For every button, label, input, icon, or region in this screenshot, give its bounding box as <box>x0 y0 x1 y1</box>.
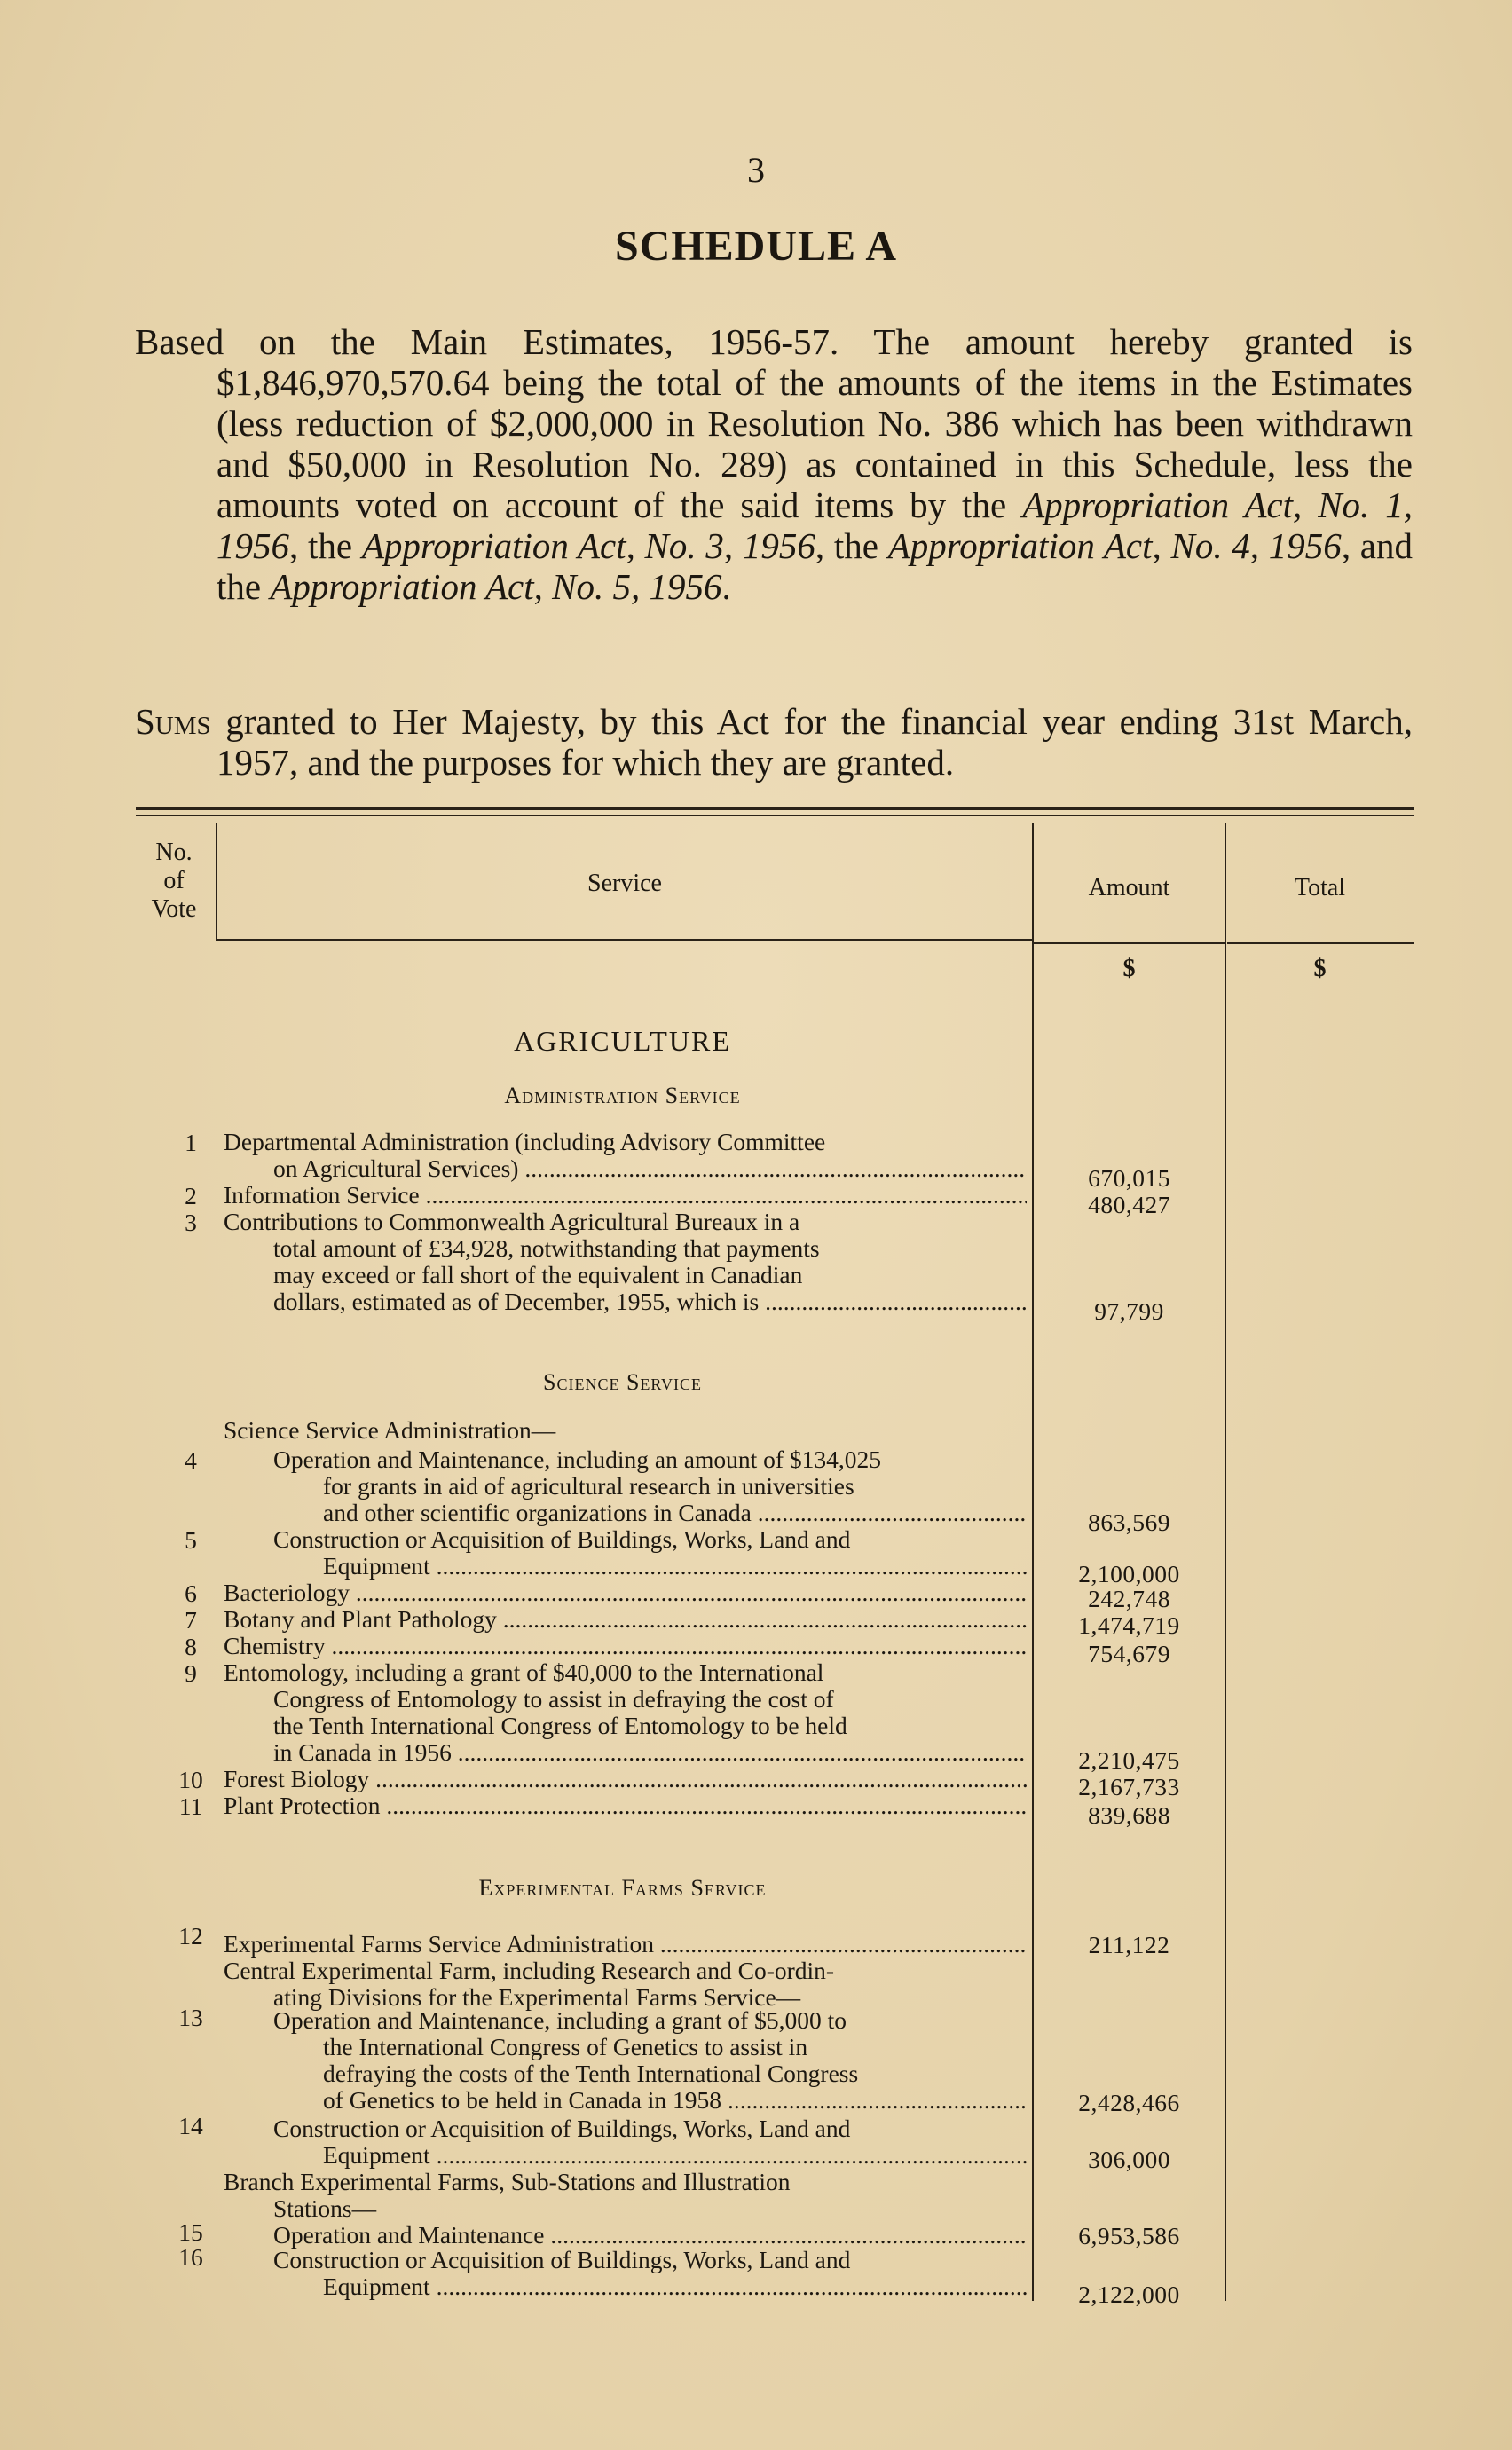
vote-number: 3 <box>185 1209 197 1236</box>
amount-value: 2,167,733 <box>1078 1773 1180 1800</box>
vote-number: 15 <box>178 2218 203 2246</box>
header-total: Total <box>1294 874 1346 902</box>
service-line: Operation and Maintenance, including a grant of $5,000 to <box>273 2007 847 2034</box>
intro-sep-2: , the <box>815 525 888 566</box>
service-item <box>224 1209 1027 1315</box>
service-line: Operation and Maintenance, including an amount of $134,025 <box>273 1446 882 1473</box>
intro-end: . <box>721 566 731 607</box>
table-top-rule <box>136 807 1414 810</box>
amount-column-divider <box>1225 823 1226 2301</box>
service-line: Equipment ..... <box>224 1553 1027 1580</box>
vote-number: 5 <box>185 1526 197 1554</box>
service-line: Experimental Farms Service Administration ..... <box>224 1931 1027 1958</box>
service-line: Construction or Acquisition of Buildings, Works, Land and <box>273 2115 851 2142</box>
service-line: Equipment ..... <box>224 2273 1027 2300</box>
service-subheading <box>224 1417 1027 1444</box>
total-unit: $ <box>1313 955 1327 982</box>
service-line: Bacteriology ..... <box>224 1580 1027 1606</box>
service-line: Operation and Maintenance ..... <box>224 2222 1027 2249</box>
service-item <box>224 2115 1027 2169</box>
sums-lead: Sums <box>135 701 211 742</box>
service-line: Equipment ..... <box>224 2142 1027 2169</box>
schedule-title: SCHEDULE A <box>614 223 898 270</box>
service-line: the Tenth International Congress of Entomology to be held <box>273 1713 847 1739</box>
service-item <box>224 1526 1027 1580</box>
act-ref-1: Appropriation Act, No. 1, 1956 <box>217 484 1413 566</box>
header-vote <box>133 839 215 924</box>
vote-number: 1 <box>185 1129 197 1156</box>
vote-number: 2 <box>185 1182 197 1209</box>
service-line: and other scientific organizations in Canada ..... <box>224 1500 1027 1526</box>
service-item <box>224 1766 1027 1792</box>
act-ref-5: Appropriation Act, No. 5, 1956 <box>270 566 722 607</box>
service-line: dollars, estimated as of December, 1955, which is ..... <box>224 1288 1027 1315</box>
intro-text: Based on the Main Estimates, 1956-57. The amount hereby granted is $1,846,970,570.64 being the total of the amounts of the items in the Estimates (less reduction of $2,000,000 in Resolution No. 386 which has been withdrawn and $50,000 in Resolution No. 289) as contained in this Schedule, less the amounts voted on account of the said items by the <box>135 321 1413 525</box>
service-line: Chemistry ..... <box>224 1633 1027 1659</box>
amount-value: 2,100,000 <box>1078 1560 1180 1587</box>
header-rule-amount <box>1034 942 1225 944</box>
service-line: of Genetics to be held in Canada in 1958 ..... <box>224 2087 1027 2114</box>
service-item <box>224 1633 1027 1659</box>
service-item <box>224 1580 1027 1606</box>
service-line: on Agricultural Services) ..... <box>224 1155 1027 1182</box>
service-line: Construction or Acquisition of Buildings, Works, Land and <box>273 2247 851 2273</box>
sums-paragraph <box>135 701 1413 783</box>
service-item <box>224 2007 1027 2114</box>
vote-number: 4 <box>185 1446 197 1474</box>
service-item <box>224 1931 1027 1958</box>
vote-number: 7 <box>185 1606 197 1634</box>
service-line: Plant Protection ..... <box>224 1792 1027 1819</box>
service-line: Botany and Plant Pathology ..... <box>224 1606 1027 1633</box>
header-rule-total <box>1227 942 1414 944</box>
service-line: Branch Experimental Farms, Sub-Stations and Illustration <box>224 2169 791 2195</box>
intro-sep-3: , and the <box>217 525 1414 607</box>
service-item <box>224 1182 1027 1209</box>
vote-number: 14 <box>178 2112 203 2139</box>
service-line: Entomology, including a grant of $40,000 to the International <box>224 1659 824 1686</box>
section-admin-service: Administration Service <box>504 1083 741 1108</box>
amount-value: 863,569 <box>1088 1509 1170 1536</box>
amount-value: 2,210,475 <box>1078 1746 1180 1774</box>
service-line: the International Congress of Genetics to assist in <box>323 2034 808 2060</box>
table-top-rule-2 <box>136 815 1414 816</box>
service-line: Congress of Entomology to assist in defraying the cost of <box>273 1686 834 1713</box>
amount-value: 480,427 <box>1088 1191 1170 1218</box>
service-line: for grants in aid of agricultural research in universities <box>323 1473 854 1500</box>
amount-value: 242,748 <box>1088 1585 1170 1612</box>
service-subheading <box>224 1958 1027 2011</box>
vote-number: 8 <box>185 1633 197 1660</box>
amount-value: 2,122,000 <box>1078 2281 1180 2308</box>
section-science-service: Science Service <box>543 1369 702 1395</box>
amount-unit: $ <box>1122 955 1136 982</box>
service-item <box>224 1446 1027 1526</box>
amount-value: 306,000 <box>1088 2146 1170 2173</box>
service-line: Stations— <box>273 2195 377 2222</box>
vote-number: 10 <box>178 1766 203 1793</box>
vote-number: 12 <box>178 1922 203 1950</box>
amount-value: 211,122 <box>1088 1931 1170 1958</box>
header-vote-line2: of <box>163 867 185 894</box>
amount-value: 97,799 <box>1094 1297 1164 1325</box>
service-line: Contributions to Commonwealth Agricultural Bureaux in a <box>224 1209 800 1235</box>
service-line: Science Service Administration— <box>224 1417 556 1444</box>
sums-text: granted to Her Majesty, by this Act for the financial year ending 31st March, 1957, and the purposes for which they are granted. <box>210 701 1413 783</box>
service-line: in Canada in 1956 ..... <box>224 1739 1027 1766</box>
service-item <box>224 1129 1027 1182</box>
vote-number: 13 <box>178 2004 203 2031</box>
act-ref-3: Appropriation Act, No. 3, 1956 <box>361 525 815 566</box>
header-amount: Amount <box>1088 874 1170 902</box>
service-item <box>224 2222 1027 2249</box>
amount-value: 670,015 <box>1088 1164 1170 1192</box>
header-vote-line3: Vote <box>151 895 197 923</box>
header-vote-line1: No. <box>155 839 193 866</box>
header-service: Service <box>587 870 662 897</box>
vote-number: 6 <box>185 1580 197 1607</box>
header-rule-service <box>216 939 1034 941</box>
act-ref-4: Appropriation Act, No. 4, 1956 <box>887 525 1342 566</box>
page-number: 3 <box>747 150 765 190</box>
service-item <box>224 2247 1027 2300</box>
vote-number: 9 <box>185 1659 197 1687</box>
service-line: defraying the costs of the Tenth International Congress <box>323 2060 859 2087</box>
service-item <box>224 1792 1027 1819</box>
amount-value: 2,428,466 <box>1078 2089 1180 2116</box>
service-line: total amount of £34,928, notwithstanding that payments <box>273 1235 820 1262</box>
section-experimental-farms: Experimental Farms Service <box>478 1875 767 1901</box>
service-line: Information Service ..... <box>224 1182 1027 1209</box>
vote-number: 11 <box>178 1792 203 1820</box>
service-subheading <box>224 2169 1027 2222</box>
amount-value: 839,688 <box>1088 1801 1170 1829</box>
service-item <box>224 1659 1027 1766</box>
service-line: Construction or Acquisition of Buildings, Works, Land and <box>273 1526 851 1553</box>
intro-sep-1: , the <box>289 525 362 566</box>
amount-value: 1,474,719 <box>1078 1611 1180 1639</box>
service-line: Departmental Administration (including Advisory Committee <box>224 1129 826 1155</box>
amount-value: 6,953,586 <box>1078 2222 1180 2249</box>
service-line: Forest Biology ..... <box>224 1766 1027 1792</box>
service-line: ating Divisions for the Experimental Farms Service— <box>273 1984 801 2011</box>
vote-number: 16 <box>178 2243 203 2271</box>
service-item <box>224 1606 1027 1633</box>
intro-paragraph <box>135 321 1413 607</box>
service-line: may exceed or fall short of the equivalent in Canadian <box>273 1262 803 1288</box>
service-line: Central Experimental Farm, including Research and Co-ordin- <box>224 1958 835 1984</box>
amount-value: 754,679 <box>1088 1640 1170 1667</box>
department-heading: AGRICULTURE <box>514 1025 731 1057</box>
